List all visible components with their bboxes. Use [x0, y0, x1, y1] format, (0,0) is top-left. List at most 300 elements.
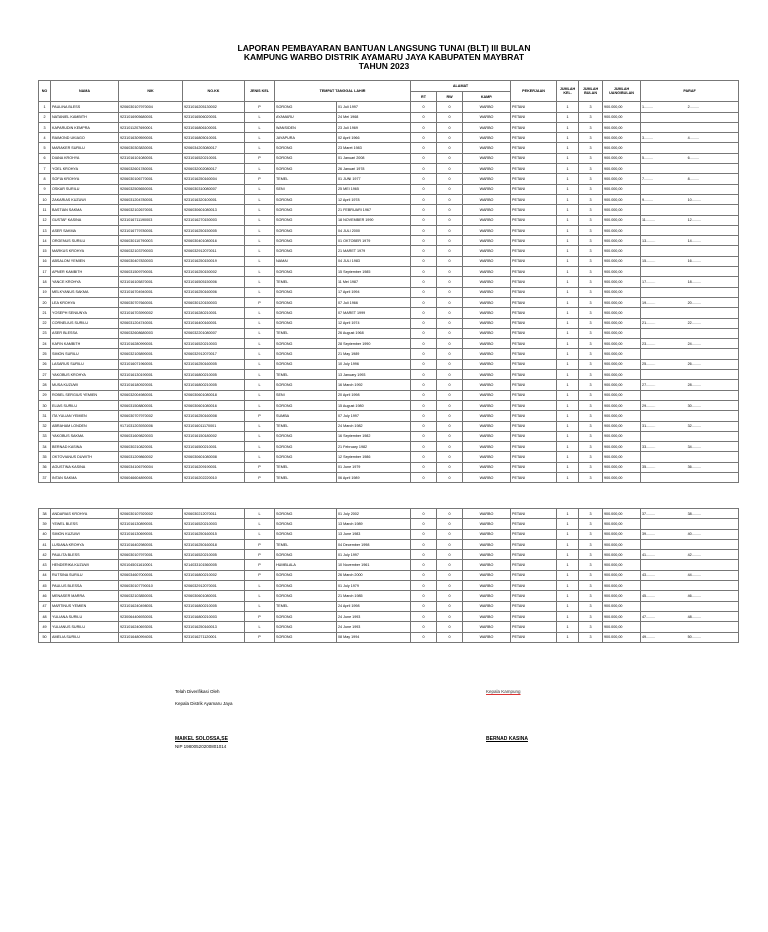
birthdate-cell: 01 July 2002: [337, 509, 411, 519]
name-cell: LASARUS SURILU: [51, 359, 119, 369]
month-count-cell: 3: [579, 601, 603, 611]
gender-cell: L: [245, 591, 275, 601]
paraf-cell: [641, 411, 739, 421]
birthdate-cell: 15 August 1980: [337, 400, 411, 410]
family-count-cell: 1: [557, 519, 579, 529]
paraf-cell: [641, 308, 739, 318]
paraf-cell: [641, 462, 739, 472]
gender-cell: L: [245, 318, 275, 328]
row-number: 24: [39, 339, 51, 349]
nik-cell: 9201045011610001: [119, 560, 183, 570]
kampung-cell: WARBO: [463, 287, 511, 297]
paraf-left: 21.........: [642, 321, 656, 326]
name-cell: MARTINUS YEMIEN: [51, 601, 119, 611]
nokk-cell: 9231016150180002: [183, 431, 245, 441]
name-cell: KAPARUDIN KEMPRA: [51, 122, 119, 132]
nik-cell: 9231016480994001: [119, 632, 183, 642]
birthplace-cell: TEMEL: [275, 421, 337, 431]
nik-cell: 9231016779780001: [119, 225, 183, 235]
name-cell: MARAKER SURILU: [51, 143, 119, 153]
amount-cell: 900.000,00: [603, 632, 641, 642]
table-row: [39, 215, 739, 225]
birthdate-cell: 21 February 1982: [337, 442, 411, 452]
kampung-cell: WARBO: [463, 509, 511, 519]
row-number: 13: [39, 225, 51, 235]
kampung-cell: WARBO: [463, 370, 511, 380]
nik-cell: 9231016180920001: [119, 380, 183, 390]
kampung-cell: WARBO: [463, 452, 511, 462]
family-count-cell: 1: [557, 122, 579, 132]
gender-cell: L: [245, 581, 275, 591]
table-row: [39, 112, 739, 122]
gender-cell: P: [245, 472, 275, 482]
birthplace-cell: SORONG: [275, 205, 337, 215]
nokk-cell: 9231016250160015: [183, 529, 245, 539]
birthdate-cell: 12 September 1986: [337, 452, 411, 462]
gender-cell: L: [245, 390, 275, 400]
month-count-cell: 3: [579, 256, 603, 266]
kampung-cell: WARBO: [463, 112, 511, 122]
family-count-cell: 1: [557, 400, 579, 410]
family-count-cell: 1: [557, 529, 579, 539]
rw-cell: 0: [437, 184, 463, 194]
row-number: 20: [39, 297, 51, 307]
kampung-cell: WARBO: [463, 581, 511, 591]
table-row: [39, 287, 739, 297]
table-row: [39, 442, 739, 452]
header-rw: RW: [437, 92, 463, 102]
nokk-cell: 9231016270150003: [183, 215, 245, 225]
birthplace-cell: AYAMARU: [275, 112, 337, 122]
family-count-cell: 1: [557, 215, 579, 225]
nokk-cell: 9231016250160008: [183, 411, 245, 421]
occupation-cell: PETANI: [511, 184, 557, 194]
birthdate-cell: 24 April 1998: [337, 601, 411, 611]
occupation-cell: PETANI: [511, 550, 557, 560]
birthdate-cell: 08 May 1994: [337, 632, 411, 642]
birthplace-cell: TEMEL: [275, 601, 337, 611]
birthplace-cell: SORONG: [275, 529, 337, 539]
paraf-cell: [641, 550, 739, 560]
nik-cell: 9206030707660001: [119, 297, 183, 307]
kampung-cell: WARBO: [463, 102, 511, 112]
amount-cell: 900.000,00: [603, 133, 641, 143]
rw-cell: 0: [437, 400, 463, 410]
amount-cell: 900.000,00: [603, 122, 641, 132]
amount-cell: 900.000,00: [603, 529, 641, 539]
paraf-right: 48.........: [687, 614, 701, 619]
nokk-cell: 9231016520210001: [183, 153, 245, 163]
birthdate-cell: 24 June 1993: [337, 622, 411, 632]
table-row: [39, 581, 739, 591]
header-jenis-kel: JENIS KEL: [245, 81, 275, 102]
birthplace-cell: SORONG: [275, 102, 337, 112]
nokk-cell: 9231016800210005: [183, 380, 245, 390]
nik-cell: 9206030303830001: [119, 143, 183, 153]
occupation-cell: PETANI: [511, 164, 557, 174]
gender-cell: L: [245, 421, 275, 431]
row-number: 46: [39, 591, 51, 601]
family-count-cell: 1: [557, 164, 579, 174]
name-cell: GUSTAF KASINA: [51, 215, 119, 225]
nik-cell: 9231016101080001: [119, 153, 183, 163]
amount-cell: 900.000,00: [603, 215, 641, 225]
nokk-cell: 9231016205130002: [183, 102, 245, 112]
name-cell: BASTIAN SAKMA: [51, 205, 119, 215]
nik-cell: 9206031609820003: [119, 431, 183, 441]
header-nama: NAMA: [51, 81, 119, 102]
table-row: [39, 174, 739, 184]
name-cell: ABRAHAM LONDEN: [51, 421, 119, 431]
family-count-cell: 1: [557, 601, 579, 611]
birthdate-cell: 16 March 1992: [337, 380, 411, 390]
rt-cell: 0: [411, 601, 437, 611]
amount-cell: 900.000,00: [603, 370, 641, 380]
nik-cell: 9206031508800001: [119, 400, 183, 410]
kampung-cell: WARBO: [463, 225, 511, 235]
header-kamp: KAMP.: [463, 92, 511, 102]
table-row: [39, 225, 739, 235]
paraf-left: 1.........: [642, 104, 654, 109]
nokk-cell: 9231016271120001: [183, 632, 245, 642]
paraf-right: 40.........: [687, 532, 701, 537]
month-count-cell: 3: [579, 581, 603, 591]
nik-cell: 9206032505650001: [119, 184, 183, 194]
rt-cell: 0: [411, 287, 437, 297]
paraf-cell: [641, 390, 739, 400]
paraf-left: 11.........: [642, 218, 656, 223]
row-number: 1: [39, 102, 51, 112]
gender-cell: L: [245, 112, 275, 122]
name-cell: PAULITA BLESS: [51, 550, 119, 560]
gender-cell: L: [245, 246, 275, 256]
table-row: [39, 452, 739, 462]
nokk-cell: 9231016800210003: [183, 611, 245, 621]
nokk-cell: 9206030401080016: [183, 236, 245, 246]
month-count-cell: 3: [579, 246, 603, 256]
occupation-cell: PETANI: [511, 143, 557, 153]
rw-cell: 0: [437, 591, 463, 601]
month-count-cell: 3: [579, 359, 603, 369]
name-cell: APNER KAMBITH: [51, 267, 119, 277]
family-count-cell: 1: [557, 297, 579, 307]
rt-cell: 0: [411, 349, 437, 359]
header-pekerjaan: PEKERJAAN: [511, 81, 557, 102]
occupation-cell: PETANI: [511, 411, 557, 421]
kampung-cell: WARBO: [463, 611, 511, 621]
rt-cell: 0: [411, 421, 437, 431]
rt-cell: 0: [411, 472, 437, 482]
nik-cell: 9206034607000001: [119, 570, 183, 580]
amount-cell: 900.000,00: [603, 339, 641, 349]
nokk-cell: 9231016520210003: [183, 519, 245, 529]
paraf-cell: [641, 112, 739, 122]
rw-cell: 0: [437, 339, 463, 349]
nik-cell: 9206030107970004: [119, 102, 183, 112]
table-row: [39, 194, 739, 204]
birthplace-cell: TEMEL: [275, 539, 337, 549]
paraf-cell: [641, 539, 739, 549]
month-count-cell: 3: [579, 164, 603, 174]
kampung-cell: WARBO: [463, 560, 511, 570]
table-row: [39, 509, 739, 519]
occupation-cell: PETANI: [511, 601, 557, 611]
header-jumlah-bulan: JUMLAH BULAN: [579, 81, 603, 102]
nokk-cell: 9231016250150005: [183, 225, 245, 235]
family-count-cell: 1: [557, 194, 579, 204]
birthdate-cell: 01 July 1997: [337, 550, 411, 560]
paraf-right: 34.........: [687, 444, 701, 449]
family-count-cell: 1: [557, 153, 579, 163]
occupation-cell: PETANI: [511, 215, 557, 225]
month-count-cell: 3: [579, 205, 603, 215]
birthplace-cell: SORONG: [275, 194, 337, 204]
gender-cell: P: [245, 539, 275, 549]
paraf-cell: [641, 164, 739, 174]
name-cell: LUSIANA KROHYA: [51, 539, 119, 549]
rt-cell: 0: [411, 529, 437, 539]
gender-cell: L: [245, 519, 275, 529]
name-cell: KAFIN KAMBITH: [51, 339, 119, 349]
rt-cell: 0: [411, 611, 437, 621]
paraf-cell: [641, 102, 739, 112]
occupation-cell: PETANI: [511, 509, 557, 519]
row-number: 21: [39, 308, 51, 318]
nokk-cell: 9206030212070011: [183, 509, 245, 519]
kampung-cell: WARBO: [463, 194, 511, 204]
birthdate-cell: 25 MEI 1965: [337, 184, 411, 194]
birthdate-cell: 17 April 1994: [337, 287, 411, 297]
kampung-cell: WARBO: [463, 267, 511, 277]
rt-cell: 0: [411, 411, 437, 421]
nik-cell: 9231016240693001: [119, 622, 183, 632]
table-row: [39, 462, 739, 472]
row-number: 16: [39, 256, 51, 266]
row-number: 28: [39, 380, 51, 390]
birthdate-cell: 01 July 1979: [337, 581, 411, 591]
paraf-cell: [641, 601, 739, 611]
gender-cell: L: [245, 452, 275, 462]
rt-cell: 0: [411, 390, 437, 400]
rt-cell: 0: [411, 122, 437, 132]
month-count-cell: 3: [579, 570, 603, 580]
rw-cell: 0: [437, 601, 463, 611]
gender-cell: L: [245, 370, 275, 380]
month-count-cell: 3: [579, 550, 603, 560]
amount-cell: 900.000,00: [603, 174, 641, 184]
name-cell: YULIANUS SURILU: [51, 622, 119, 632]
nokk-cell: 9231016202220010: [183, 472, 245, 482]
month-count-cell: 3: [579, 411, 603, 421]
name-cell: YEWEL BLESS: [51, 519, 119, 529]
row-number: 19: [39, 287, 51, 297]
nokk-cell: 9206032912070017: [183, 349, 245, 359]
amount-cell: 900.000,00: [603, 591, 641, 601]
rt-cell: 0: [411, 256, 437, 266]
birthplace-cell: TEMEL: [275, 174, 337, 184]
family-count-cell: 1: [557, 539, 579, 549]
family-count-cell: 1: [557, 411, 579, 421]
kampung-cell: WARBO: [463, 318, 511, 328]
name-cell: ASER BLESSA: [51, 328, 119, 338]
paraf-cell: [641, 452, 739, 462]
header-jumlah-uang: JUMLAH UANG/BULAN: [603, 81, 641, 102]
nik-cell: 9206030107970001: [119, 550, 183, 560]
name-cell: PAULUS BLESSA: [51, 581, 119, 591]
name-cell: INTAN SAKMA: [51, 472, 119, 482]
birthdate-cell: 26 March 2000: [337, 570, 411, 580]
birthdate-cell: 24 March 1982: [337, 421, 411, 431]
rt-cell: 0: [411, 164, 437, 174]
rt-cell: 0: [411, 560, 437, 570]
amount-cell: 900.000,00: [603, 194, 641, 204]
birthdate-cell: 24 June 1993: [337, 611, 411, 621]
name-cell: ORGENUS SURILU: [51, 236, 119, 246]
paraf-cell: [641, 246, 739, 256]
table-row: [39, 318, 739, 328]
report-title-line3: TAHUN 2023: [358, 61, 410, 71]
nokk-cell: 9231016800210002: [183, 570, 245, 580]
paraf-left: 43.........: [642, 573, 656, 578]
district-head-role: Kepala Distrik Ayamaru Jaya: [175, 701, 233, 706]
month-count-cell: 3: [579, 519, 603, 529]
gender-cell: P: [245, 102, 275, 112]
nokk-cell: 9206032912070001: [183, 581, 245, 591]
rt-cell: 0: [411, 225, 437, 235]
amount-cell: 900.000,00: [603, 225, 641, 235]
table-row: [39, 570, 739, 580]
row-number: 38: [39, 509, 51, 519]
row-number: 17: [39, 267, 51, 277]
birthdate-cell: 07 Juli 1966: [337, 297, 411, 307]
header-alamat: ALAMAT: [411, 81, 511, 92]
nokk-cell: 9231016506020001: [183, 112, 245, 122]
rt-cell: 0: [411, 442, 437, 452]
nokk-cell: 9206032201080007: [183, 328, 245, 338]
table-row: [39, 390, 739, 400]
amount-cell: 900.000,00: [603, 442, 641, 452]
paraf-cell: [641, 622, 739, 632]
nik-cell: 9206032601780001: [119, 164, 183, 174]
birthplace-cell: SORONG: [275, 400, 337, 410]
paraf-left: 45.........: [642, 594, 656, 599]
nokk-cell: 9231016280210001: [183, 308, 245, 318]
rw-cell: 0: [437, 509, 463, 519]
amount-cell: 900.000,00: [603, 560, 641, 570]
birthdate-cell: 12 April 1978: [337, 194, 411, 204]
family-count-cell: 1: [557, 267, 579, 277]
rt-cell: 0: [411, 267, 437, 277]
nokk-cell: 9231016400160001: [183, 318, 245, 328]
kampung-cell: WARBO: [463, 411, 511, 421]
kampung-cell: WARBO: [463, 400, 511, 410]
month-count-cell: 3: [579, 153, 603, 163]
table-row: [39, 133, 739, 143]
header-rt: RT: [411, 92, 437, 102]
nokk-cell: 9231016250160005: [183, 359, 245, 369]
name-cell: YAKOBUS KROHYA: [51, 370, 119, 380]
family-count-cell: 1: [557, 339, 579, 349]
paraf-cell: [641, 153, 739, 163]
kampung-cell: WARBO: [463, 390, 511, 400]
kampung-cell: WARBO: [463, 601, 511, 611]
report-title-line1: LAPORAN PEMBAYARAN BANTUAN LANGSUNG TUNAI (BLT) III BULAN: [237, 43, 531, 53]
rw-cell: 0: [437, 442, 463, 452]
nik-cell: 9206032608680003: [119, 328, 183, 338]
district-head-name: MAIKEL SOLOSSA,SE: [175, 736, 228, 742]
paraf-left: 19.........: [642, 300, 656, 305]
table-body-part2: [39, 509, 739, 643]
rt-cell: 0: [411, 581, 437, 591]
birthplace-cell: SORONG: [275, 215, 337, 225]
nik-cell: 9231016402980001: [119, 539, 183, 549]
family-count-cell: 1: [557, 570, 579, 580]
name-cell: ITA YULIAN YEMIEN: [51, 411, 119, 421]
family-count-cell: 1: [557, 632, 579, 642]
gender-cell: L: [245, 287, 275, 297]
amount-cell: 900.000,00: [603, 411, 641, 421]
gender-cell: L: [245, 431, 275, 441]
kampung-cell: WARBO: [463, 297, 511, 307]
birthplace-cell: SORONG: [275, 570, 337, 580]
family-count-cell: 1: [557, 287, 579, 297]
row-number: 4: [39, 133, 51, 143]
gender-cell: P: [245, 153, 275, 163]
birthdate-cell: 13 March 1989: [337, 519, 411, 529]
nik-cell: 9231016280990001: [119, 339, 183, 349]
month-count-cell: 3: [579, 529, 603, 539]
rt-cell: 0: [411, 143, 437, 153]
row-number: 23: [39, 328, 51, 338]
rt-cell: 0: [411, 153, 437, 163]
row-number: 10: [39, 194, 51, 204]
gender-cell: L: [245, 133, 275, 143]
kampung-cell: WARBO: [463, 591, 511, 601]
gender-cell: L: [245, 339, 275, 349]
row-number: 36: [39, 462, 51, 472]
family-count-cell: 1: [557, 184, 579, 194]
birthdate-cell: 15 September 1985: [337, 267, 411, 277]
nik-cell: 9231016130890001: [119, 519, 183, 529]
month-count-cell: 3: [579, 102, 603, 112]
paraf-left: 9.........: [642, 197, 654, 202]
name-cell: MELKYANUS SAKMA: [51, 287, 119, 297]
occupation-cell: PETANI: [511, 570, 557, 580]
month-count-cell: 3: [579, 236, 603, 246]
gender-cell: L: [245, 328, 275, 338]
rt-cell: 0: [411, 591, 437, 601]
paraf-cell: [641, 236, 739, 246]
amount-cell: 900.000,00: [603, 102, 641, 112]
kampung-cell: WARBO: [463, 431, 511, 441]
rt-cell: 0: [411, 550, 437, 560]
row-number: 44: [39, 570, 51, 580]
paraf-right: 46.........: [687, 594, 701, 599]
paraf-cell: [641, 349, 739, 359]
birthdate-cell: 12 April 1974: [337, 318, 411, 328]
gender-cell: P: [245, 174, 275, 184]
paraf-cell: [641, 318, 739, 328]
rt-cell: 0: [411, 462, 437, 472]
month-count-cell: 3: [579, 431, 603, 441]
table-row: [39, 431, 739, 441]
gender-cell: L: [245, 349, 275, 359]
paraf-cell: [641, 297, 739, 307]
amount-cell: 900.000,00: [603, 570, 641, 580]
amount-cell: 900.000,00: [603, 246, 641, 256]
rw-cell: 0: [437, 256, 463, 266]
gender-cell: P: [245, 297, 275, 307]
